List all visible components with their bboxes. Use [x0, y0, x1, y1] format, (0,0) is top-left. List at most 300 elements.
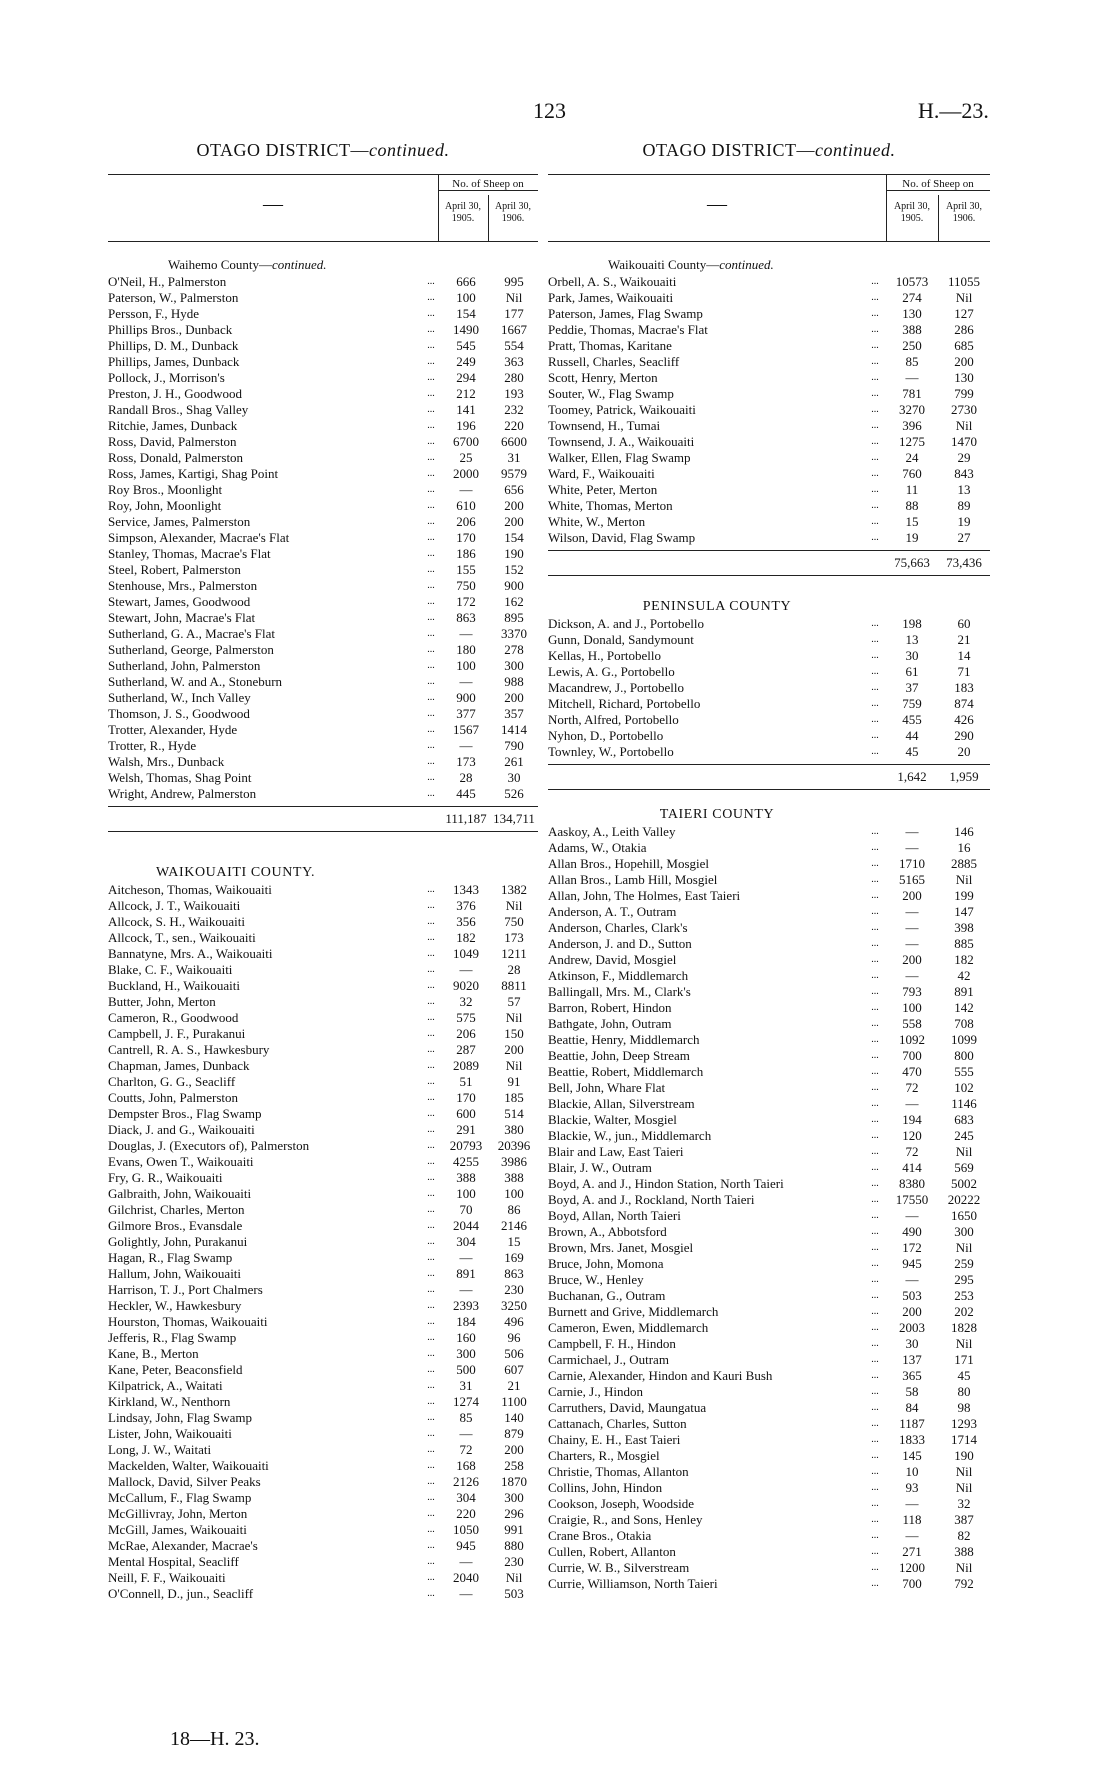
sheep-1906: 147: [954, 904, 974, 919]
table-row: [548, 1560, 990, 1576]
sheep-1906: 16: [957, 840, 971, 855]
owner-name: Burnett and Grive, Middlemarch: [548, 1304, 719, 1319]
leader-dots: ...: [871, 890, 879, 901]
sheep-1906: 988: [504, 674, 524, 689]
sheep-1905: 194: [902, 1112, 922, 1127]
leader-dots: ...: [871, 1322, 879, 1333]
sheep-1906: 891: [954, 984, 974, 999]
table-row: [108, 738, 538, 754]
table-row: [108, 1570, 538, 1586]
sheep-1905: 294: [456, 370, 476, 385]
sheep-1905: 44: [905, 728, 919, 743]
sheep-1905: 700: [902, 1048, 922, 1063]
owner-name: O'Neil, H., Palmerston: [108, 274, 227, 289]
sheep-1906: 900: [504, 578, 524, 593]
sheep-1906: 357: [504, 706, 524, 721]
table-row: [108, 674, 538, 690]
sheep-1905: —: [459, 1250, 473, 1265]
waikouaiti-total: 75,663 73,436: [548, 550, 990, 576]
leader-dots: ...: [427, 1140, 435, 1151]
waihemo-heading: Waihemo County—continued.: [168, 257, 327, 272]
sheep-1906: Nil: [955, 1560, 973, 1575]
sheep-1906: 27: [957, 530, 971, 545]
sheep-1905: 93: [905, 1480, 919, 1495]
leader-dots: ...: [427, 580, 435, 591]
owner-name: Steel, Robert, Palmerston: [108, 562, 241, 577]
owner-name: Heckler, W., Hawkesbury: [108, 1298, 242, 1313]
table-row: [548, 498, 990, 514]
sheep-1905: 186: [456, 546, 476, 561]
leader-dots: ...: [871, 1546, 879, 1557]
sheep-1906: 20222: [947, 1192, 981, 1207]
sheep-1906: Nil: [955, 1480, 973, 1495]
header-1906: April 30, 1906.: [945, 201, 983, 224]
owner-name: Roy Bros., Moonlight: [108, 482, 223, 497]
table-row: [548, 1400, 990, 1416]
leader-dots: ...: [871, 826, 879, 837]
sheep-1905: 20793: [449, 1138, 483, 1153]
leader-dots: ...: [427, 948, 435, 959]
table-row: [548, 386, 990, 402]
sheep-1906: 169: [504, 1250, 524, 1265]
leader-dots: ...: [871, 1034, 879, 1045]
owner-name: Currie, Williamson, North Taieri: [548, 1576, 718, 1591]
leader-dots: ...: [871, 730, 879, 741]
sheep-1905: 793: [902, 984, 922, 999]
owner-name: Beattie, Henry, Middlemarch: [548, 1032, 700, 1047]
table-row: [108, 1010, 538, 1026]
table-row: [108, 1458, 538, 1474]
sheep-1906: 185: [504, 1090, 524, 1105]
leader-dots: ...: [871, 1178, 879, 1189]
sheep-1905: 388: [902, 322, 922, 337]
owner-name: Phillips, James, Dunback: [108, 354, 240, 369]
sheep-1905: 2000: [453, 466, 479, 481]
sheep-1906: 127: [954, 306, 974, 321]
sheep-1906: 1828: [951, 1320, 977, 1335]
table-row: [108, 402, 538, 418]
table-row: [108, 722, 538, 738]
table-row: [108, 914, 538, 930]
sheep-1905: 118: [902, 1512, 922, 1527]
leader-dots: ...: [871, 714, 879, 725]
sheep-1905: 945: [902, 1256, 922, 1271]
table-row: [548, 354, 990, 370]
table-row: [548, 370, 990, 386]
table-row: [548, 1304, 990, 1320]
leader-dots: ...: [427, 1156, 435, 1167]
sheep-1906: 607: [504, 1362, 524, 1377]
table-row: [548, 1544, 990, 1560]
table-row: [108, 1298, 538, 1314]
owner-name: Kellas, H., Portobello: [548, 648, 662, 663]
owner-name: Cameron, Ewen, Middlemarch: [548, 1320, 709, 1335]
header-dash: —: [263, 193, 283, 215]
leader-dots: ...: [427, 628, 435, 639]
owner-name: Preston, J. H., Goodwood: [108, 386, 242, 401]
table-row: [108, 1378, 538, 1394]
leader-dots: ...: [871, 954, 879, 965]
sheep-1906: Nil: [955, 872, 973, 887]
sheep-1906: 708: [954, 1016, 974, 1031]
sheep-1906: 506: [504, 1346, 524, 1361]
sheep-1905: 8380: [899, 1176, 925, 1191]
sheep-1905: 365: [902, 1368, 922, 1383]
owner-name: Orbell, A. S., Waikouaiti: [548, 274, 677, 289]
leader-dots: ...: [427, 388, 435, 399]
sheep-1905: 72: [905, 1144, 919, 1159]
leader-dots: ...: [871, 1258, 879, 1269]
page-reference: H.—23.: [918, 98, 989, 123]
sheep-1905: 1275: [899, 434, 925, 449]
leader-dots: ...: [871, 1418, 879, 1429]
table-row: [108, 466, 538, 482]
sheep-1906: 183: [954, 680, 974, 695]
owner-name: Butter, John, Merton: [108, 994, 216, 1009]
sheep-1906: 200: [504, 690, 524, 705]
sheep-1906: Nil: [505, 1058, 523, 1073]
sheep-1906: 296: [504, 1506, 524, 1521]
sheep-1906: 874: [954, 696, 974, 711]
table-row: [108, 994, 538, 1010]
sheep-1906: 799: [954, 386, 974, 401]
owner-name: Sutherland, G. A., Macrae's Flat: [108, 626, 275, 641]
owner-name: Kane, B., Merton: [108, 1346, 199, 1361]
owner-name: Diack, J. and G., Waikouaiti: [108, 1122, 255, 1137]
sheep-1905: 1343: [453, 882, 479, 897]
sheep-1905: 30: [905, 1336, 919, 1351]
owner-name: Kirkland, W., Nenthorn: [108, 1394, 231, 1409]
leader-dots: ...: [871, 1274, 879, 1285]
leader-dots: ...: [427, 1124, 435, 1135]
leader-dots: ...: [427, 484, 435, 495]
sheep-1905: 212: [456, 386, 476, 401]
table-row: [108, 594, 538, 610]
sheep-1906: 2730: [951, 402, 977, 417]
leader-dots: ...: [871, 666, 879, 677]
owner-name: White, W., Merton: [548, 514, 646, 529]
table-row: [548, 936, 990, 952]
leader-dots: ...: [427, 1076, 435, 1087]
sheep-1905: 37: [905, 680, 919, 695]
right-table-header: [548, 174, 990, 242]
owner-name: Crane Bros., Otakia: [548, 1528, 652, 1543]
sheep-1905: 1092: [899, 1032, 925, 1047]
sheep-1905: 2089: [453, 1058, 479, 1073]
sheep-1905: 6700: [453, 434, 479, 449]
leader-dots: ...: [427, 916, 435, 927]
table-row: [548, 1432, 990, 1448]
table-row: [548, 338, 990, 354]
owner-name: Douglas, J. (Executors of), Palmerston: [108, 1138, 310, 1153]
table-row: [548, 1096, 990, 1112]
table-row: [108, 1154, 538, 1170]
owner-name: Welsh, Thomas, Shag Point: [108, 770, 252, 785]
sheep-1906: 1100: [501, 1394, 527, 1409]
leader-dots: ...: [871, 292, 879, 303]
owner-name: Mackelden, Walter, Waikouaiti: [108, 1458, 269, 1473]
table-row: [108, 1074, 538, 1090]
sheep-1906: 9579: [501, 466, 527, 481]
leader-dots: ...: [871, 276, 879, 287]
sheep-1906: Nil: [955, 1240, 973, 1255]
sheep-1905: 291: [456, 1122, 476, 1137]
leader-dots: ...: [427, 404, 435, 415]
owner-name: Carmichael, J., Outram: [548, 1352, 669, 1367]
owner-name: Walsh, Mrs., Dunback: [108, 754, 225, 769]
owner-name: Allcock, J. T., Waikouaiti: [108, 898, 241, 913]
leader-dots: ...: [427, 596, 435, 607]
sheep-1905: —: [459, 962, 473, 977]
owner-name: Stewart, John, Macrae's Flat: [108, 610, 256, 625]
table-row: [548, 1192, 990, 1208]
sheep-1906: 1414: [501, 722, 527, 737]
leader-dots: ...: [427, 980, 435, 991]
sheep-1905: 145: [902, 1448, 922, 1463]
owner-name: Randall Bros., Shag Valley: [108, 402, 249, 417]
owner-name: Neill, F. F., Waikouaiti: [108, 1570, 226, 1585]
table-row: [108, 322, 538, 338]
leader-dots: ...: [427, 532, 435, 543]
leader-dots: ...: [871, 1082, 879, 1093]
sheep-1906: 245: [954, 1128, 974, 1143]
sheep-1905: 9020: [453, 978, 479, 993]
sheep-1905: 500: [456, 1362, 476, 1377]
sheep-1906: 790: [504, 738, 524, 753]
sheep-1906: 193: [504, 386, 524, 401]
sheep-1906: 86: [507, 1202, 521, 1217]
leader-dots: ...: [427, 1572, 435, 1583]
sheep-1905: 100: [456, 290, 476, 305]
sheep-1905: 70: [459, 1202, 473, 1217]
table-row: [108, 690, 538, 706]
leader-dots: ...: [871, 1050, 879, 1061]
sheep-1906: 5002: [951, 1176, 977, 1191]
sheep-1906: 1470: [951, 434, 977, 449]
leader-dots: ...: [871, 1226, 879, 1237]
owner-name: Simpson, Alexander, Macrae's Flat: [108, 530, 290, 545]
table-row: [108, 530, 538, 546]
table-row: [108, 1282, 538, 1298]
leader-dots: ...: [871, 858, 879, 869]
table-row: [548, 1112, 990, 1128]
sheep-1905: —: [459, 482, 473, 497]
sheep-1906: 1650: [951, 1208, 977, 1223]
leader-dots: ...: [871, 532, 879, 543]
owner-name: Hourston, Thomas, Waikouaiti: [108, 1314, 268, 1329]
sheep-1906: 220: [504, 418, 524, 433]
right-column: [548, 140, 990, 1592]
owner-name: Walker, Ellen, Flag Swamp: [548, 450, 691, 465]
sheep-1906: 152: [504, 562, 524, 577]
waikouaiti-right-rows: [548, 274, 990, 546]
owner-name: Peddie, Thomas, Macrae's Flat: [548, 322, 708, 337]
owner-name: White, Thomas, Merton: [548, 498, 673, 513]
sheep-1906: 13: [957, 482, 971, 497]
sheep-1905: 31: [459, 1378, 473, 1393]
sheep-1906: 995: [504, 274, 524, 289]
sheep-1905: 700: [902, 1576, 922, 1591]
sheep-1905: —: [459, 626, 473, 641]
table-row: [108, 1442, 538, 1458]
taieri-rows: [548, 824, 990, 1592]
owner-name: Golightly, John, Purakanui: [108, 1234, 248, 1249]
sheep-1905: 1490: [453, 322, 479, 337]
owner-name: Anderson, Charles, Clark's: [548, 920, 688, 935]
sheep-1906: 200: [504, 514, 524, 529]
owner-name: Bell, John, Whare Flat: [548, 1080, 666, 1095]
table-row: [108, 1474, 538, 1490]
table-row: [548, 1576, 990, 1592]
sheep-1905: 88: [905, 498, 919, 513]
owner-name: Persson, F., Hyde: [108, 306, 200, 321]
table-row: [108, 1234, 538, 1250]
sheep-1905: 180: [456, 642, 476, 657]
sheep-1906: 230: [504, 1282, 524, 1297]
table-row: [108, 514, 538, 530]
sheep-1905: 170: [456, 530, 476, 545]
table-row: [548, 1464, 990, 1480]
sheep-1905: —: [905, 1272, 919, 1287]
owner-name: Long, J. W., Waitati: [108, 1442, 212, 1457]
sheep-1905: 2126: [453, 1474, 479, 1489]
sheep-1906: 398: [954, 920, 974, 935]
sheep-1906: Nil: [505, 898, 523, 913]
sheep-1906: 19: [957, 514, 971, 529]
leader-dots: ...: [871, 340, 879, 351]
sheep-1906: 750: [504, 914, 524, 929]
sheep-1906: 102: [954, 1080, 974, 1095]
sheep-1905: 10: [905, 1464, 919, 1479]
sheep-1906: 496: [504, 1314, 524, 1329]
sheep-1906: 300: [954, 1224, 974, 1239]
sheep-1906: 57: [507, 994, 521, 1009]
sheep-1906: 1714: [951, 1432, 977, 1447]
sheep-1905: 200: [902, 1304, 922, 1319]
leader-dots: ...: [427, 1476, 435, 1487]
leader-dots: ...: [427, 340, 435, 351]
sheep-1906: 503: [504, 1586, 524, 1601]
table-row: [108, 386, 538, 402]
sheep-1906: 554: [504, 338, 524, 353]
sheep-1906: 202: [954, 1304, 974, 1319]
sheep-1905: 414: [902, 1160, 922, 1175]
owner-name: Boyd, Allan, North Taieri: [548, 1208, 681, 1223]
sheep-1905: 206: [456, 1026, 476, 1041]
leader-dots: ...: [871, 356, 879, 367]
leader-dots: ...: [427, 1092, 435, 1103]
sheep-1906: 800: [954, 1048, 974, 1063]
leader-dots: ...: [427, 724, 435, 735]
table-row: [548, 1064, 990, 1080]
leader-dots: ...: [871, 1114, 879, 1125]
table-row: [108, 898, 538, 914]
sheep-1905: 72: [905, 1080, 919, 1095]
sheep-1905: 10573: [895, 274, 929, 289]
table-row: [548, 856, 990, 872]
leader-dots: ...: [427, 1444, 435, 1455]
leader-dots: ...: [427, 1396, 435, 1407]
leader-dots: ...: [871, 308, 879, 319]
owner-name: Andrew, David, Mosgiel: [548, 952, 677, 967]
table-row: [108, 1362, 538, 1378]
sheep-1906: 80: [957, 1384, 971, 1399]
owner-name: Cullen, Robert, Allanton: [548, 1544, 676, 1559]
table-row: [548, 306, 990, 322]
table-row: [108, 786, 538, 802]
sheep-1906: 20: [957, 744, 971, 759]
sheep-1905: 84: [905, 1400, 919, 1415]
sheep-1905: —: [459, 738, 473, 753]
table-row: [108, 610, 538, 626]
left-column-heading: OTAGO DISTRICT—continued.: [196, 140, 450, 160]
owner-name: Mallock, David, Silver Peaks: [108, 1474, 261, 1489]
leader-dots: ...: [427, 612, 435, 623]
sheep-1905: 250: [902, 338, 922, 353]
owner-name: Lewis, A. G., Portobello: [548, 664, 675, 679]
sheep-1905: —: [905, 824, 919, 839]
sheep-1905: 30: [905, 648, 919, 663]
leader-dots: ...: [427, 564, 435, 575]
table-row: [108, 1170, 538, 1186]
sheep-1906: Nil: [955, 1144, 973, 1159]
owner-name: Townley, W., Portobello: [548, 744, 674, 759]
sheep-1906: 6600: [501, 434, 527, 449]
sheep-1906: 991: [504, 1522, 524, 1537]
leader-dots: ...: [427, 1380, 435, 1391]
owner-name: Chainy, E. H., East Taieri: [548, 1432, 681, 1447]
sheep-1905: —: [905, 968, 919, 983]
sheep-1906: 514: [504, 1106, 524, 1121]
table-row: [548, 482, 990, 498]
sheep-1905: 24: [905, 450, 919, 465]
sheep-1906: 792: [954, 1576, 974, 1591]
owner-name: Bathgate, John, Outram: [548, 1016, 672, 1031]
owner-name: Souter, W., Flag Swamp: [548, 386, 674, 401]
leader-dots: ...: [427, 516, 435, 527]
sheep-1906: 426: [954, 712, 974, 727]
table-row: [548, 728, 990, 744]
table-row: [548, 1016, 990, 1032]
sheep-1905: 1710: [899, 856, 925, 871]
sheep-1906: Nil: [505, 1570, 523, 1585]
owner-name: North, Alfred, Portobello: [548, 712, 679, 727]
sheep-1905: 1049: [453, 946, 479, 961]
leader-dots: ...: [427, 1172, 435, 1183]
owner-name: Wilson, David, Flag Swamp: [548, 530, 696, 545]
table-row: [108, 1346, 538, 1362]
sheep-1906: 2146: [501, 1218, 527, 1233]
sheep-1906: 295: [954, 1272, 974, 1287]
leader-dots: ...: [871, 1514, 879, 1525]
leader-dots: ...: [871, 922, 879, 933]
table-row: [108, 1522, 538, 1538]
owner-name: Sutherland, W. and A., Stoneburn: [108, 674, 283, 689]
leader-dots: ...: [427, 1204, 435, 1215]
leader-dots: ...: [871, 1530, 879, 1541]
owner-name: O'Connell, D., jun., Seacliff: [108, 1586, 254, 1601]
header-sheep-group: No. of Sheep on: [886, 178, 990, 191]
sheep-1906: 32: [957, 1496, 971, 1511]
sheep-1906: 150: [504, 1026, 524, 1041]
sheep-1905: 13: [905, 632, 919, 647]
table-row: [108, 1330, 538, 1346]
table-row: [548, 840, 990, 856]
table-row: [108, 1250, 538, 1266]
sheep-1905: 2044: [453, 1218, 479, 1233]
leader-dots: ...: [427, 1364, 435, 1375]
sheep-1906: 1870: [501, 1474, 527, 1489]
